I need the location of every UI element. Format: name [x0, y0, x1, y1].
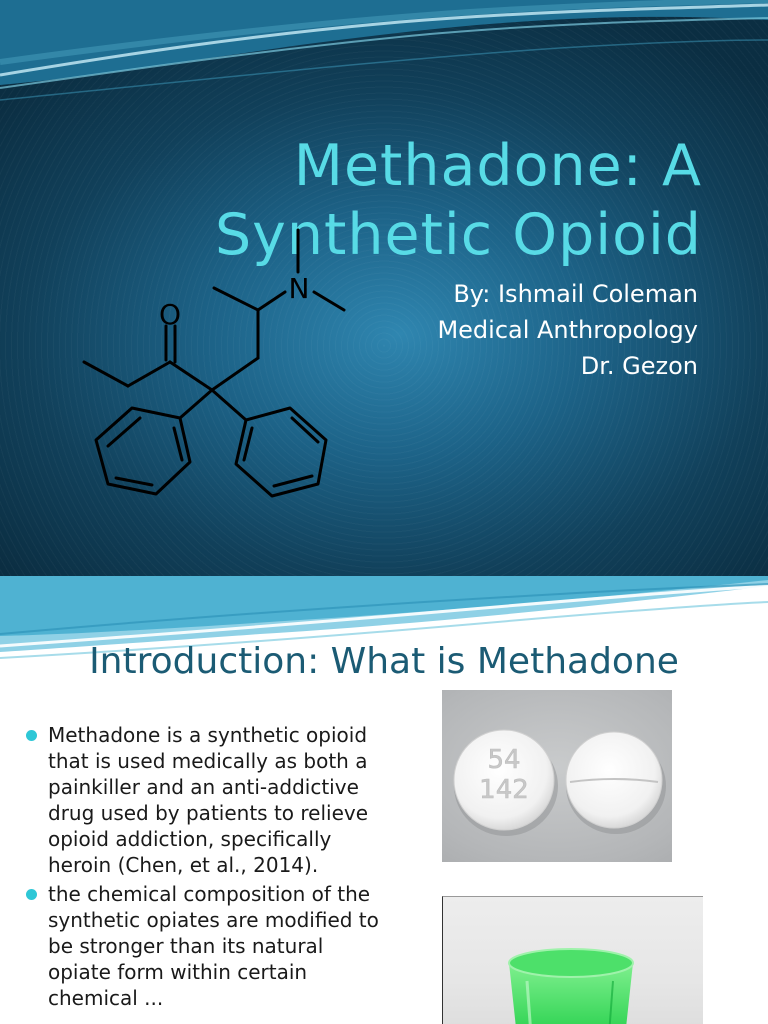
slide-title: Introduction: What is Methadone — [89, 641, 679, 682]
bullet-item — [26, 881, 386, 1011]
bullet-text: the chemical composition of the synthetic opiates are modified to be stronger than its natural opiate form within certain chemical ... — [48, 882, 379, 1010]
pill-imprint-bottom: 142 — [479, 775, 529, 805]
introduction-slide — [0, 576, 768, 1024]
slide-subtitle — [437, 276, 698, 384]
title-line-2: Synthetic Opioid — [214, 202, 702, 268]
methadone-liquid-cup-photo — [442, 896, 703, 1024]
instructor-line: Dr. Gezon — [580, 352, 698, 380]
author-line: By: Ishmail Coleman — [453, 280, 698, 308]
title-line-1: Methadone: A — [293, 133, 702, 199]
course-line: Medical Anthropology — [437, 316, 698, 344]
bullet-text: Methadone is a synthetic opioid that is used medically as both a painkiller and an anti-addictive drug used by patients to relieve opioid addiction, specifically heroin (Chen, et al., 2014). — [48, 723, 369, 877]
oxygen-label: O — [158, 298, 182, 331]
top-wave-decoration — [0, 0, 768, 110]
bullet-item — [26, 722, 386, 878]
pill-imprint-top: 54 — [487, 745, 521, 775]
bullet-dot-icon — [26, 889, 37, 900]
nitrogen-label: N — [288, 272, 310, 305]
bullet-list — [26, 722, 386, 1014]
methadone-tablets-photo — [442, 690, 672, 862]
slide-title — [62, 132, 702, 270]
bullet-dot-icon — [26, 730, 37, 741]
